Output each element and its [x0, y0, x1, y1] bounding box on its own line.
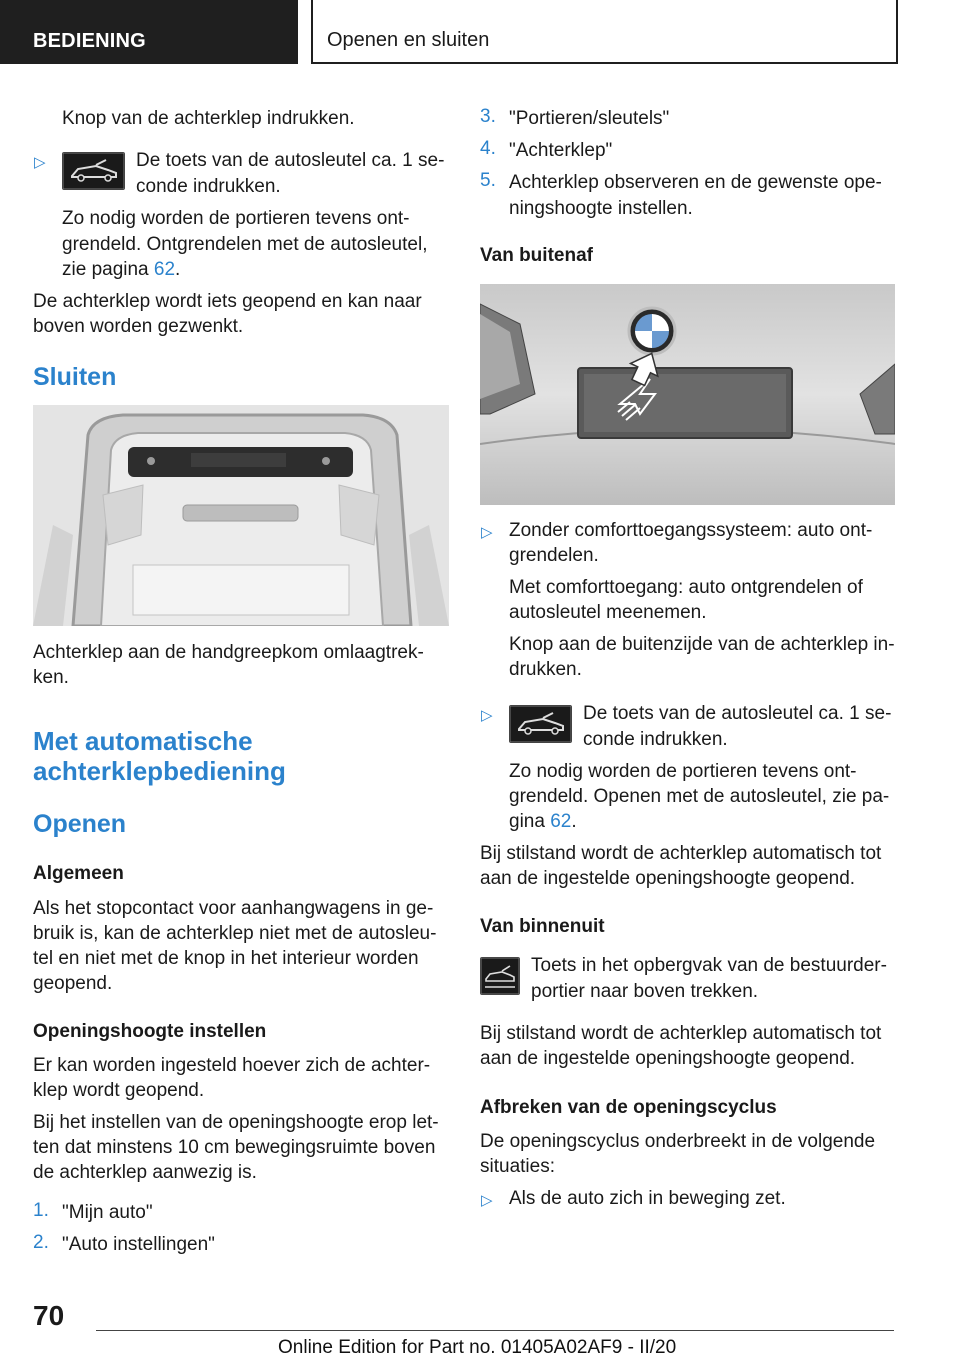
nodig-pre: zie pagina	[62, 259, 154, 280]
step-number: 2.	[33, 1232, 49, 1253]
buiten-b2b-line3	[509, 809, 577, 835]
footer-divider	[96, 1330, 894, 1331]
buiten-b1-line1: Zonder comforttoegangssysteem: auto ont-	[509, 520, 873, 541]
step-number: 1.	[33, 1200, 49, 1221]
stilstand2-line1: Bij stilstand wordt de achterklep automatisch tot	[480, 1023, 882, 1044]
nodig-line2: grendeld. Ontgrendelen met de autosleutel,	[62, 234, 428, 255]
chapter-title-box	[311, 0, 898, 64]
heading-auto-line2: achterklepbediening	[33, 756, 286, 786]
bullet1-line2: conde indrukken.	[136, 176, 281, 197]
geopend-line2: boven worden gezwenkt.	[33, 316, 244, 337]
step-number: 4.	[480, 138, 496, 159]
heading-algemeen: Algemeen	[33, 863, 124, 884]
nodig-post: .	[175, 259, 181, 280]
buiten-b2b-line1: Zo nodig worden de portieren tevens ont-	[509, 761, 857, 782]
bullet-marker: ▷	[34, 154, 46, 171]
buiten-b1b-line2: autosleutel meenemen.	[509, 602, 707, 623]
section-label: BEDIENING	[33, 30, 146, 52]
step-number: 5.	[480, 170, 496, 191]
chapter-title: Openen en sluiten	[327, 29, 490, 51]
nodig-line1: Zo nodig worden de portieren tevens ont-	[62, 208, 410, 229]
bullet-marker: ▷	[481, 1192, 493, 1209]
bullet-marker: ▷	[481, 524, 493, 541]
heading-openen: Openen	[33, 810, 127, 838]
buiten-b1c-line1: Knop aan de buitenzijde van de achterklep in-	[509, 634, 895, 655]
car-key-tailgate-icon	[62, 152, 125, 190]
tailgate-interior-photo	[33, 405, 449, 626]
buiten-b2-line1: De toets van de autosleutel ca. 1 se-	[583, 703, 892, 724]
binnen-line2: portier naar boven trekken.	[531, 981, 759, 1002]
section-tab	[0, 0, 298, 64]
geopend-line1: De achterklep wordt iets geopend en kan naar	[33, 291, 422, 312]
step-mijn-auto: "Mijn auto"	[62, 1202, 153, 1223]
buiten-b1-line2: grendelen.	[509, 545, 599, 566]
b2b-post: .	[571, 811, 577, 832]
step5-line1: Achterklep observeren en de gewenste ope-	[509, 172, 882, 193]
page-link-62[interactable]: 62	[153, 259, 176, 280]
buiten-b2b-line2: grendeld. Openen met de autosleutel, zie pa-	[509, 786, 890, 807]
tailgate-exterior-photo	[480, 284, 895, 505]
afbreken-line2: situaties:	[480, 1156, 555, 1177]
stilstand2-line2: aan de ingestelde openingshoogte geopend.	[480, 1048, 856, 1069]
b2b-pre: gina	[509, 811, 551, 832]
buiten-b1c-line2: drukken.	[509, 659, 582, 680]
step-portieren: "Portieren/sleutels"	[509, 108, 670, 129]
step-number: 3.	[480, 106, 496, 127]
bullet1-line1: De toets van de autosleutel ca. 1 se-	[136, 150, 445, 171]
interior-tailgate-button-icon	[480, 957, 520, 995]
car-key-tailgate-icon	[509, 705, 572, 743]
afbreken-line1: De openingscyclus onderbreekt in de volgende	[480, 1131, 876, 1152]
hoogte2-line3: de achterklep aanwezig is.	[33, 1162, 257, 1183]
step5-line2: ningshoogte instellen.	[509, 198, 693, 219]
heading-van-binnenuit: Van binnenuit	[480, 916, 605, 937]
stilstand1-line1: Bij stilstand wordt de achterklep automatisch tot	[480, 843, 882, 864]
hoogte1-line2: klep wordt geopend.	[33, 1080, 205, 1101]
alg-line4: geopend.	[33, 973, 113, 994]
page-header	[0, 0, 960, 66]
heading-van-buitenaf: Van buitenaf	[480, 245, 593, 266]
binnen-line1: Toets in het opbergvak van de bestuurder-	[531, 955, 887, 976]
step-auto-instellingen: "Auto instellingen"	[62, 1234, 215, 1255]
alg-line2: bruik is, kan de achterklep niet met de autosleu-	[33, 923, 437, 944]
heading-sluiten: Sluiten	[33, 363, 117, 391]
buiten-b2-line2: conde indrukken.	[583, 729, 728, 750]
bullet-marker: ▷	[481, 707, 493, 724]
alg-line3: tel en niet met de knop in het interieur worden	[33, 948, 419, 969]
stilstand1-line2: aan de ingestelde openingshoogte geopend.	[480, 868, 856, 889]
heading-openingshoogte: Openingshoogte instellen	[33, 1021, 267, 1042]
hoogte1-line1: Er kan worden ingesteld hoever zich de achter-	[33, 1055, 431, 1076]
handgreep-line2: ken.	[33, 667, 69, 688]
page-link-62[interactable]: 62	[550, 811, 572, 832]
heading-afbreken: Afbreken van de openingscyclus	[480, 1097, 777, 1118]
step-achterklep: "Achterklep"	[509, 140, 613, 161]
afbreken-bullet-beweging: Als de auto zich in beweging zet.	[509, 1188, 786, 1209]
paragraph-knop: Knop van de achterklep indrukken.	[62, 108, 355, 129]
page-number: 70	[33, 1300, 65, 1331]
edition-line: Online Edition for Part no. 01405A02AF9 - II/20	[278, 1337, 677, 1358]
alg-line1: Als het stopcontact voor aanhangwagens in ge-	[33, 898, 434, 919]
buiten-b1b-line1: Met comforttoegang: auto ontgrendelen of	[509, 577, 863, 598]
handgreep-line1: Achterklep aan de handgreepkom omlaagtrek-	[33, 642, 424, 663]
nodig-line3	[62, 257, 180, 283]
heading-auto-line1: Met automatische	[33, 726, 253, 756]
hoogte2-line1: Bij het instellen van de openingshoogte erop let-	[33, 1112, 439, 1133]
hoogte2-line2: ten dat minstens 10 cm bewegingsruimte boven	[33, 1137, 436, 1158]
